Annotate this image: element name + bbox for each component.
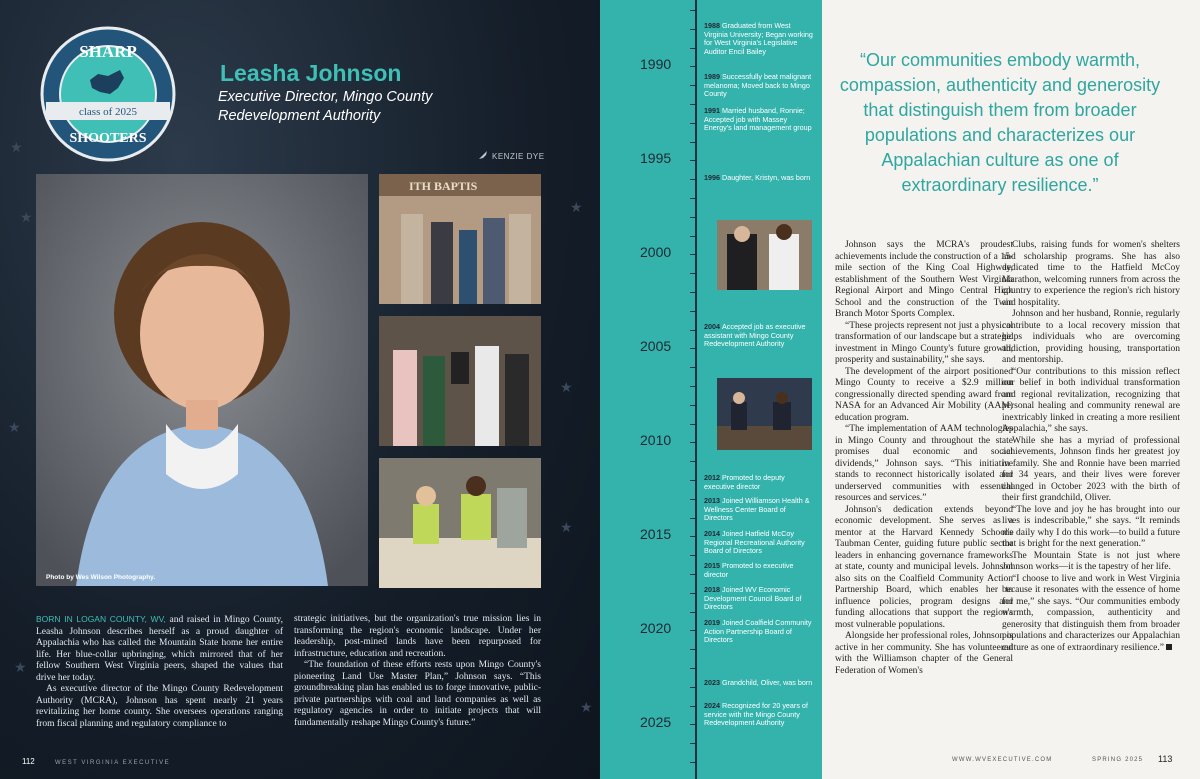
timeline-axis <box>695 0 697 779</box>
timeline-tick <box>690 386 696 387</box>
timeline-tick <box>690 405 696 406</box>
star-icon: ★ <box>570 199 583 215</box>
timeline-tick <box>690 424 696 425</box>
article-left-col2 <box>294 614 541 729</box>
timeline-tick <box>690 687 696 688</box>
timeline-tick <box>690 348 696 349</box>
article-para: “I choose to live and work in West Virginia because it resonates with the essence of home for me,” she says. “Our communities embody warmth, compassion, authenticity and generosity that distinguish them from broader populations and characterizes our Appalachian culture as one of extraordinary resilience.” <box>1002 573 1180 653</box>
timeline-tick <box>690 66 696 67</box>
award-photo <box>379 316 541 446</box>
timeline-year: 2020 <box>640 620 672 636</box>
timeline-event: 1988 Graduated from West Virginia University; Began working for West Virginia's Legislative Auditor Encil Bailey <box>704 21 813 56</box>
timeline-event: 2014 Joined Hatfield McCoy Regional Recreational Authority Board of Directors <box>704 529 805 556</box>
star-icon: ★ <box>560 379 573 395</box>
article-para: “The foundation of these efforts rests upon Mingo County's pioneering Land Use Master Plan,” Johnson says. “This groundbreaking plan has enabled us to forge innovative, public-private partnerships with coal and land companies as well as regulatory agencies in order to initiate projects that will fundamentally reshape Mingo County's future.” <box>294 660 541 728</box>
timeline-event: 2023 Grandchild, Oliver, was born <box>704 678 813 687</box>
article-para: The development of the airport positioned Mingo County to receive a $2.9 million congressionally directed spending award from NASA for an Advanced Air Mobility (AAM) education program. <box>835 366 1013 423</box>
pull-quote: “Our communities embody warmth, compassion, authenticity and generosity that distinguish them from broader populations and characterizes our Appalachian culture as one of extraordinary resilience.” <box>839 50 1161 195</box>
timeline-year: 2005 <box>640 338 672 354</box>
timeline-tick <box>690 536 696 537</box>
timeline-tick <box>690 85 696 86</box>
article-right-col1 <box>835 240 1013 677</box>
timeline-tick <box>690 48 696 49</box>
timeline-event: 2024 Recognized for 20 years of service with the Mingo County Redevelopment Authority <box>704 701 808 728</box>
timeline-tick <box>690 29 696 30</box>
profile-title-line2: Redevelopment Authority <box>218 108 381 124</box>
article-right-col2 <box>1002 240 1180 654</box>
timeline-tick <box>690 706 696 707</box>
article-para: Johnson's dedication extends beyond economic development. She serves as a mentor at the Harvard Kennedy School's Taubman Center, guiding future public sector leaders in enhancing governance frameworks at state, county and municipal levels. Johnson also sits on the Coalfield Community Action Partnership Board, which enables her to influence policies, program designs and funding allocations that support the region's most vulnerable populations. <box>835 504 1013 630</box>
profile-title <box>218 88 478 126</box>
timeline-event: 2013 Joined Williamson Health & Wellness Center Board of Directors <box>704 496 810 523</box>
timeline-photo-panel <box>717 378 812 450</box>
page-number-left: 112 <box>22 757 35 766</box>
magazine-url: WWW.WVEXECUTIVE.COM <box>952 757 1053 763</box>
timeline-photo-couple <box>717 220 812 290</box>
timeline-tick <box>690 198 696 199</box>
timeline-year: 1995 <box>640 150 672 166</box>
timeline-tick <box>690 217 696 218</box>
timeline-tick <box>690 160 696 161</box>
timeline-tick <box>690 461 696 462</box>
timeline-event: 1991 Married husband, Ronnie; Accepted job with Massey Energy's land management group <box>704 106 812 133</box>
timeline-event: 2015 Promoted to executive director <box>704 561 794 579</box>
timeline-tick <box>690 292 696 293</box>
article-para: While she has a myriad of professional achievements, Johnson finds her greatest joy in family. She and Ronnie have been married for 34 years, and their lives were forever changed in October 2023 with the birth of their first grandchild, Oliver. <box>1002 435 1180 503</box>
magazine-name: WEST VIRGINIA EXECUTIVE <box>55 760 171 766</box>
timeline-tick <box>690 743 696 744</box>
timeline-year: 1990 <box>640 56 672 72</box>
timeline-tick <box>690 762 696 763</box>
timeline-tick <box>690 123 696 124</box>
timeline-tick <box>690 480 696 481</box>
article-left-col1 <box>36 614 283 730</box>
timeline-tick <box>690 724 696 725</box>
timeline-tick <box>690 630 696 631</box>
profile-title-line1: Executive Director, Mingo County <box>218 89 433 105</box>
timeline-year: 2010 <box>640 432 672 448</box>
article-para: Alongside her professional roles, Johnson is active in her community. She has volunteered with the Williamson chapter of the General Federation of Women's <box>835 631 1013 676</box>
family-photo <box>379 174 541 304</box>
article-para: Johnson says the MCRA's proudest achievements include the construction of a 15-mile section of the King Coal Highway, establishment of the Southern West Virginia Regional Airport and Mingo Central High School and the construction of the Twin Branch Motor Sports Complex. <box>835 240 1013 319</box>
portrait-photo <box>36 174 368 586</box>
timeline-event: 2019 Joined Coalfield Community Action Partnership Board of Directors <box>704 618 812 645</box>
badge-middle-text: class of 2025 <box>78 106 138 118</box>
photographer-credit: KENZIE DYE <box>492 152 545 161</box>
article-para: The Mountain State is not just where Johnson works—it is the tapestry of her life. <box>1002 550 1180 572</box>
timeline-tick <box>690 612 696 613</box>
article-para: Johnson and her husband, Ronnie, regularly contribute to a local recovery mission that helps individuals who are overcoming addiction, providing housing, transportation and mentorship. <box>1002 309 1180 365</box>
timeline-tick <box>690 236 696 237</box>
article-para: “The implementation of AAM technologies in Mingo County and throughout the state promises dual economic and social dividends,” Johnson says. “This initiative stands to reconnect historically isolated and underserved communities with essential resources and services.” <box>835 424 1013 503</box>
star-icon: ★ <box>10 139 23 155</box>
timeline-event: 1996 Daughter, Kristyn, was born <box>704 173 811 182</box>
meeting-photo <box>379 458 541 588</box>
camera-icon <box>478 150 488 160</box>
article-para: “The love and joy he has brought into our lives is indescribable,” she says. “It reminds me daily why I do this work—to build a future that is bright for the next generation.” <box>1002 504 1180 549</box>
timeline-tick <box>690 518 696 519</box>
svg-text:ITH BAPTIS: ITH BAPTIS <box>409 179 478 193</box>
timeline-year: 2015 <box>640 526 672 542</box>
badge-top-text: SHARP <box>79 42 137 61</box>
timeline-tick <box>690 330 696 331</box>
end-mark <box>1166 644 1172 650</box>
timeline-tick <box>690 10 696 11</box>
timeline-tick <box>690 442 696 443</box>
sharp-shooters-badge <box>38 24 178 164</box>
star-icon: ★ <box>560 519 573 535</box>
timeline-year: 2025 <box>640 714 672 730</box>
star-icon: ★ <box>14 659 27 675</box>
star-icon: ★ <box>20 209 33 225</box>
article-para: “These projects represent not just a physical transformation of our landscape but a strategic investment in Mingo County's future growth, prosperity and sustainability,” she says. <box>835 320 1013 365</box>
star-icon: ★ <box>580 699 593 715</box>
article-lead: BORN IN LOGAN COUNTY, WV, <box>36 614 166 624</box>
timeline-tick <box>690 555 696 556</box>
timeline-year: 2000 <box>640 244 672 260</box>
article-para: As executive director of the Mingo County Redevelopment Authority (MCRA), Johnson has spent nearly 21 years revitalizing her home county. She oversees operations ranging from fiscal planning and regulatory compliance to <box>36 684 283 729</box>
article-para: Clubs, raising funds for women's shelters and scholarship programs. She has also dedicated time to the Hatfield McCoy Marathon, welcoming runners from across the country to experience the region's rich history and hospitality. <box>1002 240 1180 308</box>
timeline-tick <box>690 499 696 500</box>
footer-left <box>22 757 170 766</box>
timeline-tick <box>690 593 696 594</box>
timeline-tick <box>690 104 696 105</box>
timeline-event: 2004 Accepted job as executive assistant with Mingo County Redevelopment Authority <box>704 322 806 349</box>
timeline-tick <box>690 254 696 255</box>
timeline-tick <box>690 367 696 368</box>
article-para: and raised in Mingo County, Leasha Johnson describes herself as a proud daughter of Appalachia who has called the Mountain State home her entire life. Her blue-collar upbringing, which mirrored that of her fellow Southern West Virginia peers, shaped the values that drive her today. <box>36 615 284 683</box>
badge-bottom-text: SHOOTERS <box>69 131 147 146</box>
timeline-tick <box>690 649 696 650</box>
timeline-tick <box>690 142 696 143</box>
timeline-event: 1989 Successfully beat malignant melanoma; Moved back to Mingo County <box>704 72 812 99</box>
timeline-tick <box>690 668 696 669</box>
photo-credit: Photo by Wes Wilson Photography. <box>46 574 156 581</box>
timeline-tick <box>690 311 696 312</box>
issue-season: SPRING 2025 <box>1092 757 1144 763</box>
timeline-tick <box>690 179 696 180</box>
star-icon: ★ <box>8 419 21 435</box>
article-para: “Our contributions to this mission reflect our belief in both individual transformation and regional revitalization, recognizing that personal healing and community renewal are inextricably linked in creating a more resilient Appalachia,” she says. <box>1002 366 1180 434</box>
article-para: strategic initiatives, but the organization's true mission lies in transforming the region's economic landscape. Under her leadership, post-mined lands have been repurposed for infrastructure, education and recreation. <box>294 614 541 659</box>
page-number-right: 113 <box>1158 754 1173 764</box>
timeline-event: 2012 Promoted to deputy executive director <box>704 473 785 491</box>
timeline-tick <box>690 273 696 274</box>
profile-name: Leasha Johnson <box>220 60 402 86</box>
timeline-tick <box>690 574 696 575</box>
timeline-event: 2018 Joined WV Economic Development Council Board of Directors <box>704 585 802 612</box>
